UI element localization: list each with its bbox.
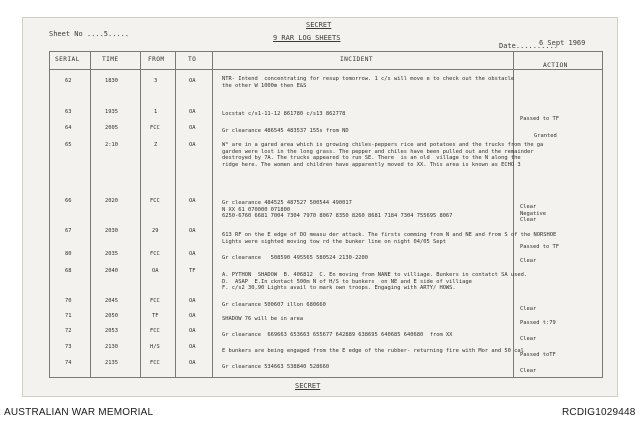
to-cell: OA xyxy=(189,109,196,115)
to-column-header: TO xyxy=(188,56,197,63)
action-cell: Passed t:79 xyxy=(520,320,556,326)
to-cell: OA xyxy=(189,251,196,257)
action-column-header: ACTION xyxy=(543,62,568,69)
serial-cell: 62 xyxy=(65,78,72,84)
time-cell: 1830 xyxy=(105,78,118,84)
serial-cell: 70 xyxy=(65,298,72,304)
action-cell: Passed to TF xyxy=(520,244,559,250)
action-cell: Clear xyxy=(520,336,537,342)
from-cell: 3 xyxy=(154,78,158,84)
to-cell: OA xyxy=(189,228,196,234)
time-cell: 2045 xyxy=(105,298,118,304)
from-cell: TF xyxy=(152,313,159,319)
time-cell: 2040 xyxy=(105,268,118,274)
incident-column-header: INCIDENT xyxy=(340,56,374,63)
incident-cell: Gr clearance 508590 495565 580524 2130-2200 xyxy=(222,255,369,261)
date-value: 6 Sept 1969 xyxy=(539,39,586,47)
serial-cell: 80 xyxy=(65,251,72,257)
to-cell: OA xyxy=(189,78,196,84)
time-column-header: TIME xyxy=(102,56,119,63)
from-cell: FCC xyxy=(150,251,160,257)
from-cell: OA xyxy=(152,268,159,274)
serial-cell: 68 xyxy=(65,268,72,274)
serial-cell: 73 xyxy=(65,344,72,350)
incident-cell: Gr clearance 500607 illon 680660 xyxy=(222,302,326,308)
action-cell: Clear xyxy=(520,368,537,374)
incident-cell: E bunkers are being engaged from the E edge of the rubber- returning fire with Mor and 50 cal xyxy=(222,348,524,354)
to-cell: OA xyxy=(189,198,196,204)
archive-credit: AUSTRALIAN WAR MEMORIAL xyxy=(4,407,154,418)
incident-cell: Locstat c/s1-11-12 861780 c/s13 862778 xyxy=(222,111,346,117)
incident-cell: A. PYTHON SHADOW B. 406812 C. En moving from NANE to villiage. Bunkers in contatct SA used. D. ASAP E.In ckntact 500m N of H/S to bunkers on NE and E side of villiage F. c/s2 30,90 Lights avail to mark own troops. Engaging with ARTY/ HOWS. xyxy=(222,272,528,292)
time-cell: 2035 xyxy=(105,251,118,257)
from-cell: FCC xyxy=(150,125,160,131)
time-cell: 2:10 xyxy=(105,142,118,148)
time-cell: 2050 xyxy=(105,313,118,319)
from-cell: H/S xyxy=(150,344,160,350)
log-sheet-page xyxy=(22,17,618,397)
serial-column-header: SERIAL xyxy=(55,56,80,63)
from-cell: FCC xyxy=(150,298,160,304)
time-cell: 1935 xyxy=(105,109,118,115)
serial-cell: 74 xyxy=(65,360,72,366)
from-column-header: FROM xyxy=(148,56,165,63)
action-cell: Clear xyxy=(520,258,537,264)
action-cell: Clear xyxy=(520,306,537,312)
serial-cell: 65 xyxy=(65,142,72,148)
time-cell: 2053 xyxy=(105,328,118,334)
action-cell: Passed toTF xyxy=(520,352,556,358)
to-cell: TF xyxy=(189,268,196,274)
secret-header: SECRET xyxy=(306,21,332,29)
incident-cell: NTR- Intend concentrating for resup tomorrow. 1 c/s will move e to check out the obstacle the other W 1000m then E&S xyxy=(222,76,515,89)
incident-cell: Gr clearance 669663 653663 655677 642889 638695 640685 640680 from XX xyxy=(222,332,453,338)
incident-cell: 613 RF on the E edge of DO measu der attack. The firsts comming from N and NE and from S of the NORSHOE Lights were sighted moving tow rd the bunker line on night 04/05 Sept xyxy=(222,232,557,245)
to-cell: OA xyxy=(189,125,196,131)
from-cell: 29 xyxy=(152,228,159,234)
time-cell: 2020 xyxy=(105,198,118,204)
serial-cell: 71 xyxy=(65,313,72,319)
to-cell: OA xyxy=(189,313,196,319)
log-table xyxy=(49,51,603,378)
to-cell: OA xyxy=(189,328,196,334)
incident-cell: SHADOW 76 will be in area xyxy=(222,316,304,322)
from-cell: 1 xyxy=(154,109,158,115)
to-cell: OA xyxy=(189,344,196,350)
serial-cell: 63 xyxy=(65,109,72,115)
serial-cell: 66 xyxy=(65,198,72,204)
to-cell: OA xyxy=(189,298,196,304)
incident-cell: Gr clearance 484525 487527 500544 490017 N XX 61 070000 071800 6250-6760 6681 7004 7304 7970 8067 8350 8260 8681 7184 7304 755695 8067 xyxy=(222,200,453,220)
incident-cell: Gr clearance 534663 538840 528660 xyxy=(222,364,330,370)
serial-cell: 72 xyxy=(65,328,72,334)
date-label: Date.......... xyxy=(499,42,559,50)
archive-reference: RCDIG1029448 xyxy=(562,407,636,418)
action-cell: Clear Negative Clear xyxy=(520,204,546,224)
to-cell: OA xyxy=(189,360,196,366)
time-cell: 2005 xyxy=(105,125,118,131)
incident-cell: Gr clearance 486545 483537 155s from ND xyxy=(222,128,349,134)
serial-cell: 67 xyxy=(65,228,72,234)
time-cell: 2130 xyxy=(105,344,118,350)
action-cell: Granted xyxy=(534,133,557,139)
from-cell: FCC xyxy=(150,198,160,204)
secret-footer: SECRET xyxy=(295,382,321,390)
incident-cell: W° are in a gared area which is growing chiles-peppers rice and potatoes and the trucks from the ga garden were lost in the long grass. The pepper and chiles have been pulled out and the remainder destroyed by 7A. The trucks appeared to run SE. There is an old village to the N along the ridge here. The women and children have apparently moved to XX. This area is known as ECHO 3 xyxy=(222,142,544,168)
time-cell: 2030 xyxy=(105,228,118,234)
action-cell: Passed to TF xyxy=(520,116,559,122)
to-cell: OA xyxy=(189,142,196,148)
page-title: 9 RAR LOG SHEETS xyxy=(273,34,341,42)
sheet-number: Sheet No ....5..... xyxy=(49,30,130,38)
from-cell: Z xyxy=(154,142,158,148)
from-cell: FCC xyxy=(150,328,160,334)
time-cell: 2135 xyxy=(105,360,118,366)
serial-cell: 64 xyxy=(65,125,72,131)
from-cell: FCC xyxy=(150,360,160,366)
